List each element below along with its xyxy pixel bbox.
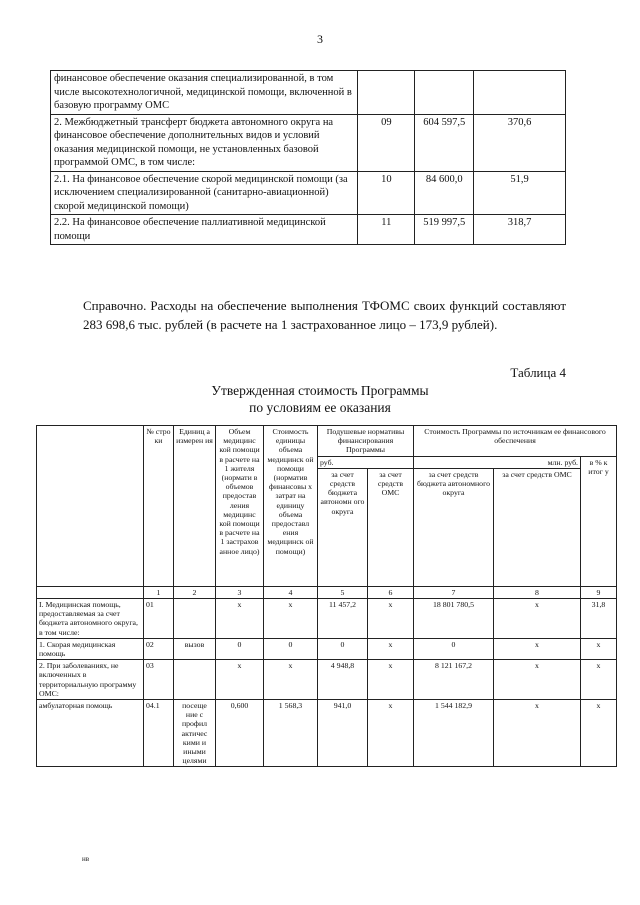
row-amount: 84 600,0 bbox=[415, 171, 474, 215]
row-line: 04.1 bbox=[144, 700, 174, 767]
row-cost-budget: 18 801 780,5 bbox=[414, 599, 494, 639]
row-cost-oms: х bbox=[494, 700, 581, 767]
row-volume: х bbox=[216, 660, 264, 700]
row-percent: 31,8 bbox=[581, 599, 617, 639]
row-name: 2. При заболеваниях, не включенных в территориальную программу ОМС: bbox=[37, 660, 144, 700]
row-cost-oms: х bbox=[494, 638, 581, 659]
row-unit bbox=[174, 599, 216, 639]
row-amount bbox=[415, 71, 474, 115]
header-per-capita-oms: за счет средств ОМС bbox=[368, 468, 414, 586]
row-per-capita: 370,6 bbox=[474, 114, 566, 171]
row-per-capita: 318,7 bbox=[474, 215, 566, 245]
column-number: 9 bbox=[581, 586, 617, 598]
column-number: 3 bbox=[216, 586, 264, 598]
row-per-capita-oms: х bbox=[368, 700, 414, 767]
financing-table bbox=[50, 70, 566, 245]
header-program-cost: Стоимость Программы по источникам ее финансового обеспечения bbox=[414, 426, 617, 457]
row-volume: х bbox=[216, 599, 264, 639]
row-volume: 0 bbox=[216, 638, 264, 659]
row-per-capita-budget: 941,0 bbox=[318, 700, 368, 767]
row-per-capita-budget: 4 948,8 bbox=[318, 660, 368, 700]
row-unit bbox=[174, 660, 216, 700]
row-cost-budget: 8 121 167,2 bbox=[414, 660, 494, 700]
row-per-capita-budget: 11 457,2 bbox=[318, 599, 368, 639]
table-label: Таблица 4 bbox=[510, 365, 566, 380]
table-row bbox=[37, 660, 617, 700]
row-per-capita: 51,9 bbox=[474, 171, 566, 215]
row-per-capita-oms: х bbox=[368, 660, 414, 700]
column-number: 6 bbox=[368, 586, 414, 598]
row-amount: 519 997,5 bbox=[415, 215, 474, 245]
row-per-capita-budget: 0 bbox=[318, 638, 368, 659]
row-cost-oms: х bbox=[494, 599, 581, 639]
row-unit: посеще ние с профил актичес кими и иными целями bbox=[174, 700, 216, 767]
row-per-capita-oms: х bbox=[368, 599, 414, 639]
header-unit-cost: Стоимость единицы объема медицинск ой помощи (норматив финансовы х затрат на единицу объема предоставл ения медицинск ой помощи) bbox=[264, 426, 318, 587]
column-number: 1 bbox=[144, 586, 174, 598]
row-percent: х bbox=[581, 700, 617, 767]
table-row bbox=[51, 171, 566, 215]
row-cost: 1 568,3 bbox=[264, 700, 318, 767]
row-text: 2. Межбюджетный трансферт бюджета автономного округа на финансовое обеспечение дополнительных видов и условий оказания медицинской помощи, не установленных базовой программой ОМС, в том числе: bbox=[51, 114, 358, 171]
row-code bbox=[358, 71, 415, 115]
header-line-number: № стро ки bbox=[144, 426, 174, 587]
table-row bbox=[37, 638, 617, 659]
program-cost-table bbox=[36, 425, 617, 767]
row-cost-budget: 0 bbox=[414, 638, 494, 659]
page-number: 3 bbox=[317, 32, 323, 46]
row-text: 2.1. На финансовое обеспечение скорой медицинской помощи (за исключением специализированной (санитарно-авиационной) скорой медицинской помощи) bbox=[51, 171, 358, 215]
row-text: финансовое обеспечение оказания специализированной, в том числе высокотехнологичной, медицинской помощи, включенной в базовую программу ОМС bbox=[51, 71, 358, 115]
row-cost-oms: х bbox=[494, 660, 581, 700]
table-row bbox=[37, 599, 617, 639]
table-row bbox=[51, 71, 566, 115]
row-volume: 0,600 bbox=[216, 700, 264, 767]
row-per-capita-oms: х bbox=[368, 638, 414, 659]
table-subtitle: по условиям ее оказания bbox=[249, 400, 391, 415]
row-unit: вызов bbox=[174, 638, 216, 659]
row-text: 2.2. На финансовое обеспечение паллиативной медицинской помощи bbox=[51, 215, 358, 245]
column-number: 2 bbox=[174, 586, 216, 598]
header-per-capita-unit: руб. bbox=[318, 456, 414, 468]
table-row bbox=[51, 215, 566, 245]
row-code: 11 bbox=[358, 215, 415, 245]
column-number bbox=[37, 586, 144, 598]
row-cost-budget: 1 544 182,9 bbox=[414, 700, 494, 767]
row-name: амбулаторная помощь bbox=[37, 700, 144, 767]
row-cost: х bbox=[264, 660, 318, 700]
header-unit: Единиц а измерен ия bbox=[174, 426, 216, 587]
header-per-capita: Подушевые нормативы финансирования Программы bbox=[318, 426, 414, 457]
column-number: 4 bbox=[264, 586, 318, 598]
table-row bbox=[51, 114, 566, 171]
header-volume: Объем медицинс кой помощи в расчете на 1 жителя (нормати в объемов предостав ления медицинс кой помощи в расчете на 1 застрахов анное лицо) bbox=[216, 426, 264, 587]
row-percent: х bbox=[581, 660, 617, 700]
row-cost: х bbox=[264, 599, 318, 639]
row-line: 03 bbox=[144, 660, 174, 700]
row-percent: х bbox=[581, 638, 617, 659]
reference-note: Справочно. Расходы на обеспечение выполнения ТФОМС своих функций составляют 283 698,6 тыс. рублей (в расчете на 1 застрахованное лицо – 173,9 рублей). bbox=[83, 298, 566, 332]
header-cost-oms: за счет средств ОМС bbox=[494, 468, 581, 586]
header-percent: в % к итог у bbox=[581, 456, 617, 586]
row-name: 1. Скорая медицинская помощь bbox=[37, 638, 144, 659]
header-name bbox=[37, 426, 144, 587]
header-cost-budget: за счет средств бюджета автономного округа bbox=[414, 468, 494, 586]
row-per-capita bbox=[474, 71, 566, 115]
row-amount: 604 597,5 bbox=[415, 114, 474, 171]
header-program-cost-unit: млн. руб. bbox=[414, 456, 581, 468]
column-number: 8 bbox=[494, 586, 581, 598]
row-line: 02 bbox=[144, 638, 174, 659]
row-name: I. Медицинская помощь, предоставляемая за счет бюджета автономного округа, в том числе: bbox=[37, 599, 144, 639]
table-title: Утвержденная стоимость Программы bbox=[211, 383, 429, 398]
row-line: 01 bbox=[144, 599, 174, 639]
column-number: 7 bbox=[414, 586, 494, 598]
header-per-capita-budget: за счет средств бюджета автономн ого округа bbox=[318, 468, 368, 586]
column-number-row bbox=[37, 586, 617, 598]
row-code: 10 bbox=[358, 171, 415, 215]
header-row bbox=[37, 426, 617, 457]
row-code: 09 bbox=[358, 114, 415, 171]
row-cost: 0 bbox=[264, 638, 318, 659]
table-row bbox=[37, 700, 617, 767]
footer-mark: нв bbox=[82, 855, 90, 863]
column-number: 5 bbox=[318, 586, 368, 598]
